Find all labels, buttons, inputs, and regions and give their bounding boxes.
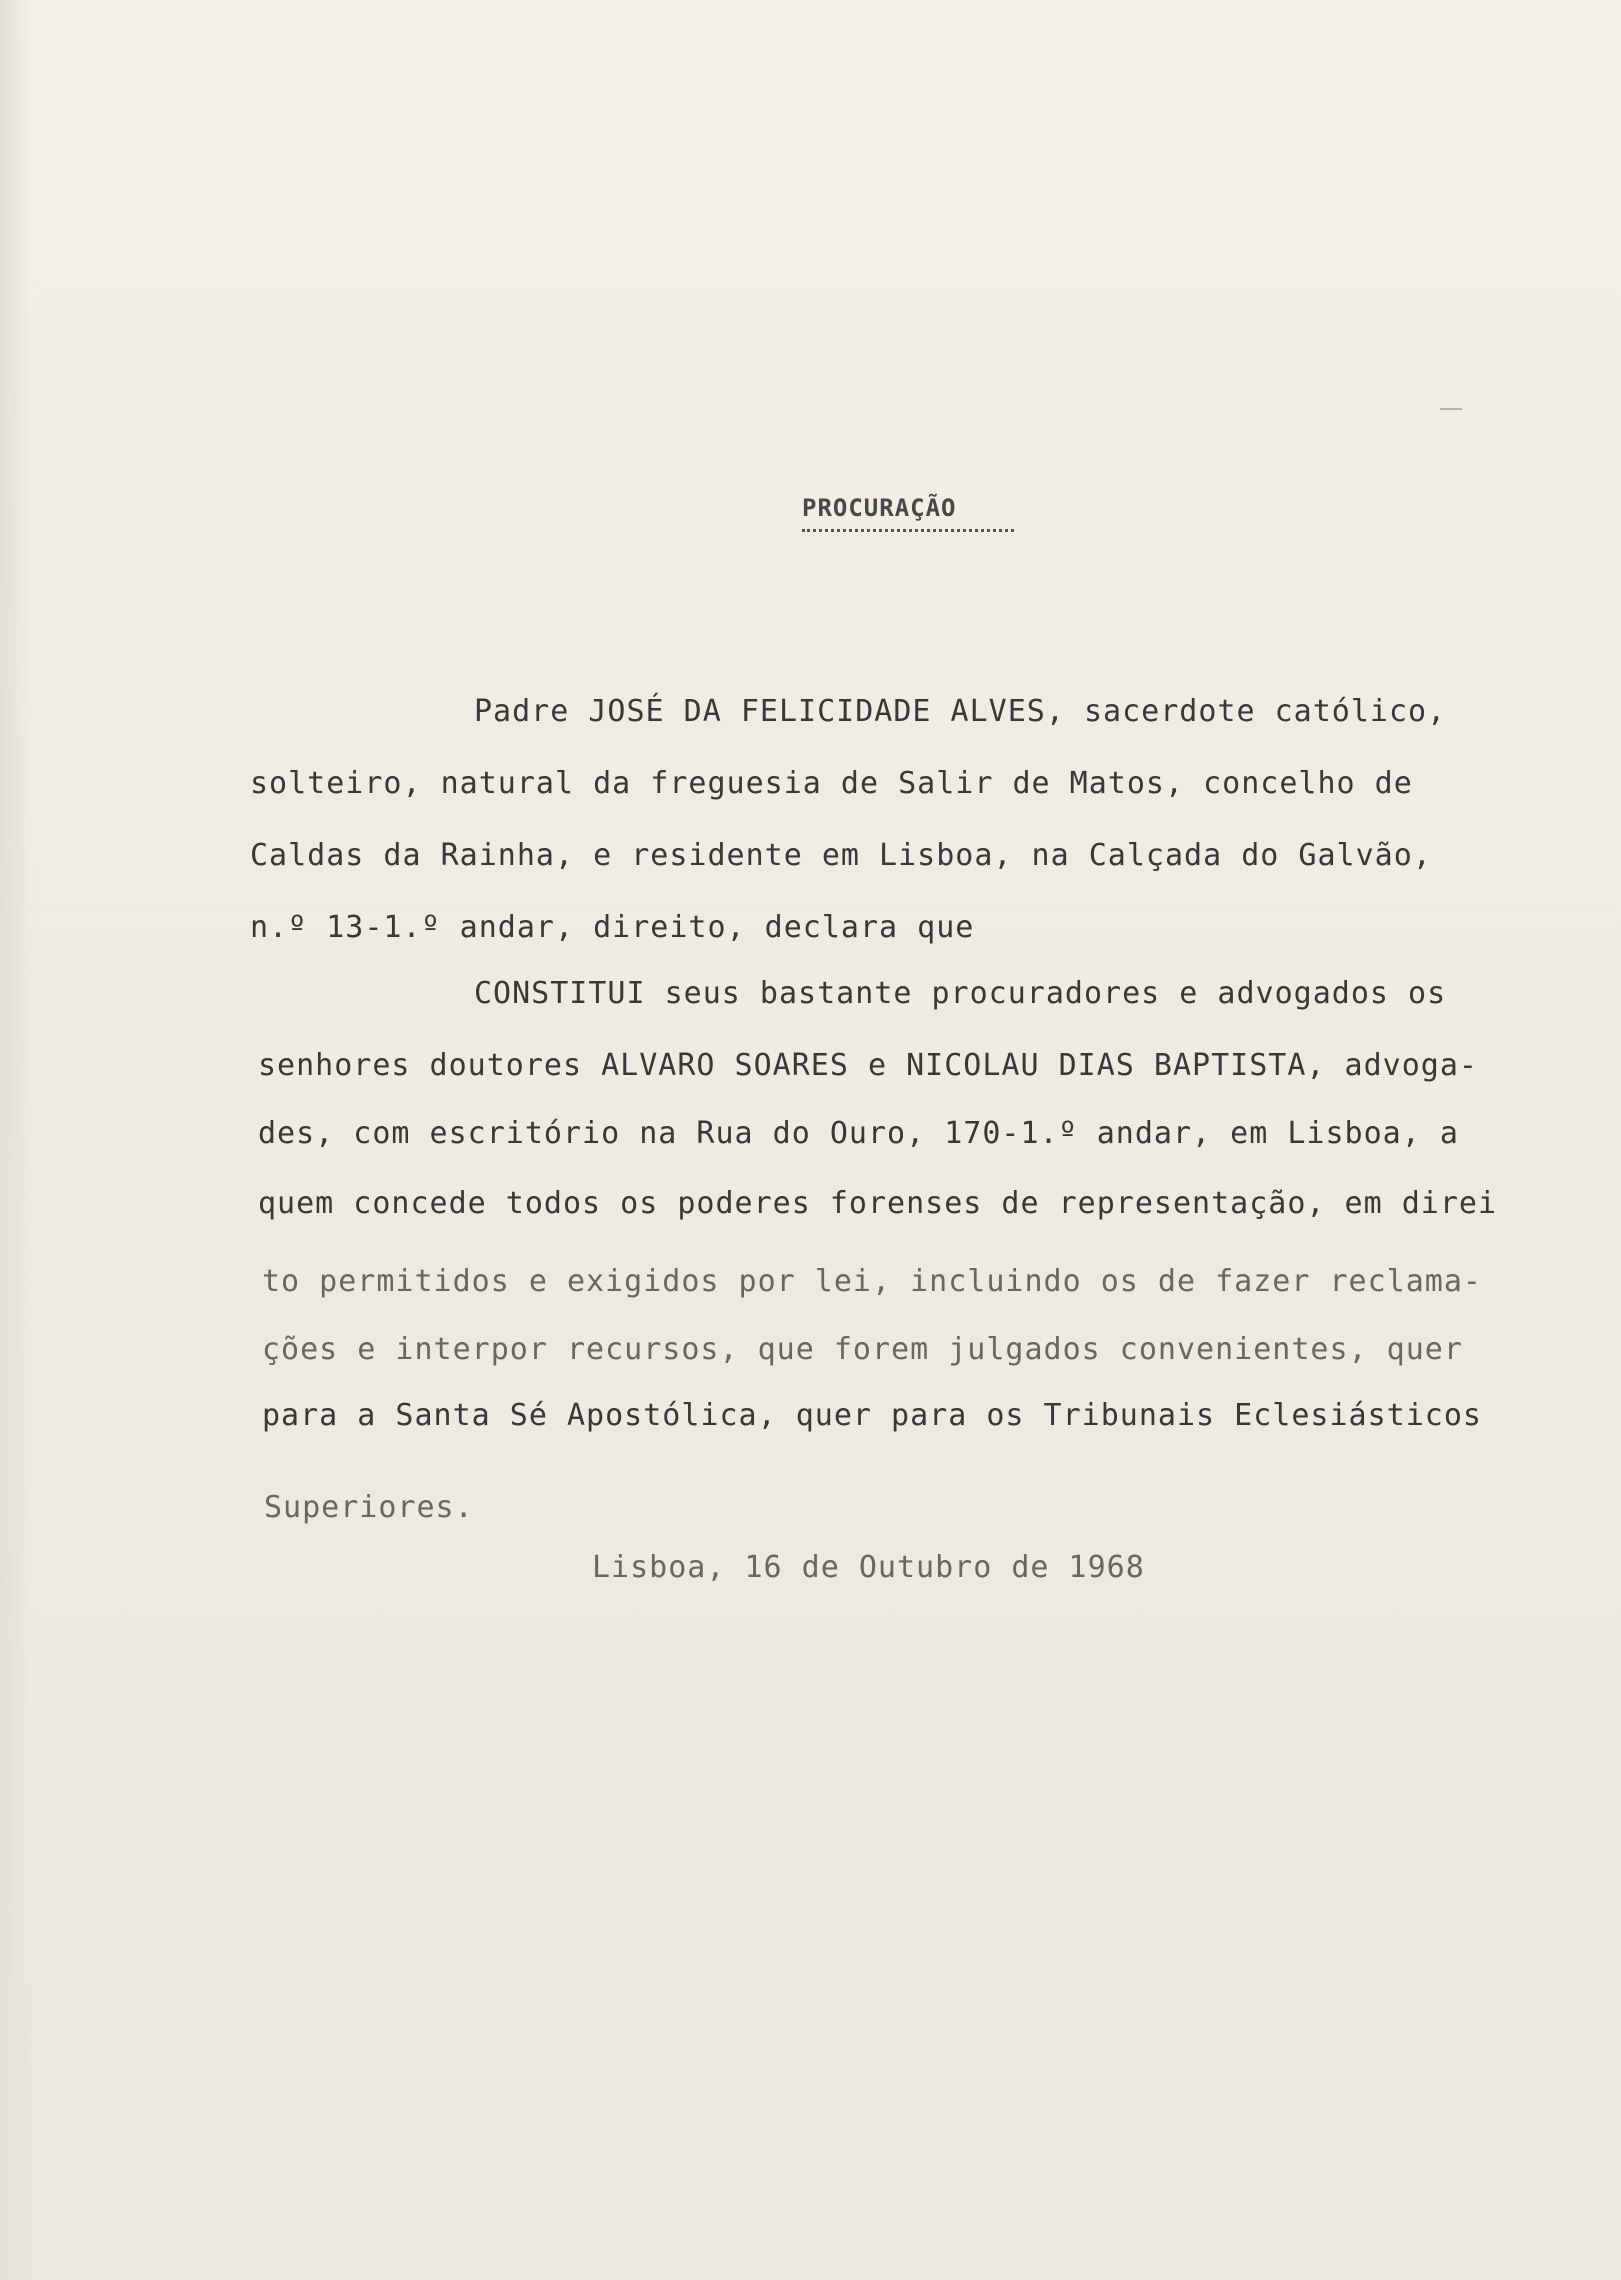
paragraph-2-line-6: ções e interpor recursos, que forem julgados convenientes, quer xyxy=(262,1332,1463,1367)
document-title: PROCURAÇÃO xyxy=(802,494,957,522)
paragraph-1-line-1: Padre JOSÉ DA FELICIDADE ALVES, sacerdote católico, xyxy=(474,694,1447,729)
paragraph-2-line-5: to permitidos e exigidos por lei, incluindo os de fazer reclama- xyxy=(262,1264,1482,1299)
page-edge-shadow xyxy=(0,0,34,2280)
paragraph-1-line-3: Caldas da Rainha, e residente em Lisboa, na Calçada do Galvão, xyxy=(250,838,1432,873)
paragraph-2-line-8: Superiores. xyxy=(264,1490,474,1525)
date-line: Lisboa, 16 de Outubro de 1968 xyxy=(592,1550,1145,1585)
paragraph-2-line-2: senhores doutores ALVARO SOARES e NICOLAU DIAS BAPTISTA, advoga- xyxy=(258,1048,1478,1083)
paragraph-1-line-4: n.º 13-1.º andar, direito, declara que xyxy=(250,910,975,945)
paper-mark xyxy=(1440,408,1462,410)
paragraph-2-line-3: des, com escritório na Rua do Ouro, 170-1.º andar, em Lisboa, a xyxy=(258,1116,1459,1151)
paragraph-2-line-4: quem concede todos os poderes forenses de representação, em direi xyxy=(258,1186,1497,1221)
title-underline xyxy=(802,529,1014,532)
paragraph-1-line-2: solteiro, natural da freguesia de Salir de Matos, concelho de xyxy=(250,766,1413,801)
paragraph-2-line-7: para a Santa Sé Apostólica, quer para os Tribunais Eclesiásticos xyxy=(262,1398,1482,1433)
paragraph-2-line-1: CONSTITUI seus bastante procuradores e advogados os xyxy=(474,976,1447,1011)
